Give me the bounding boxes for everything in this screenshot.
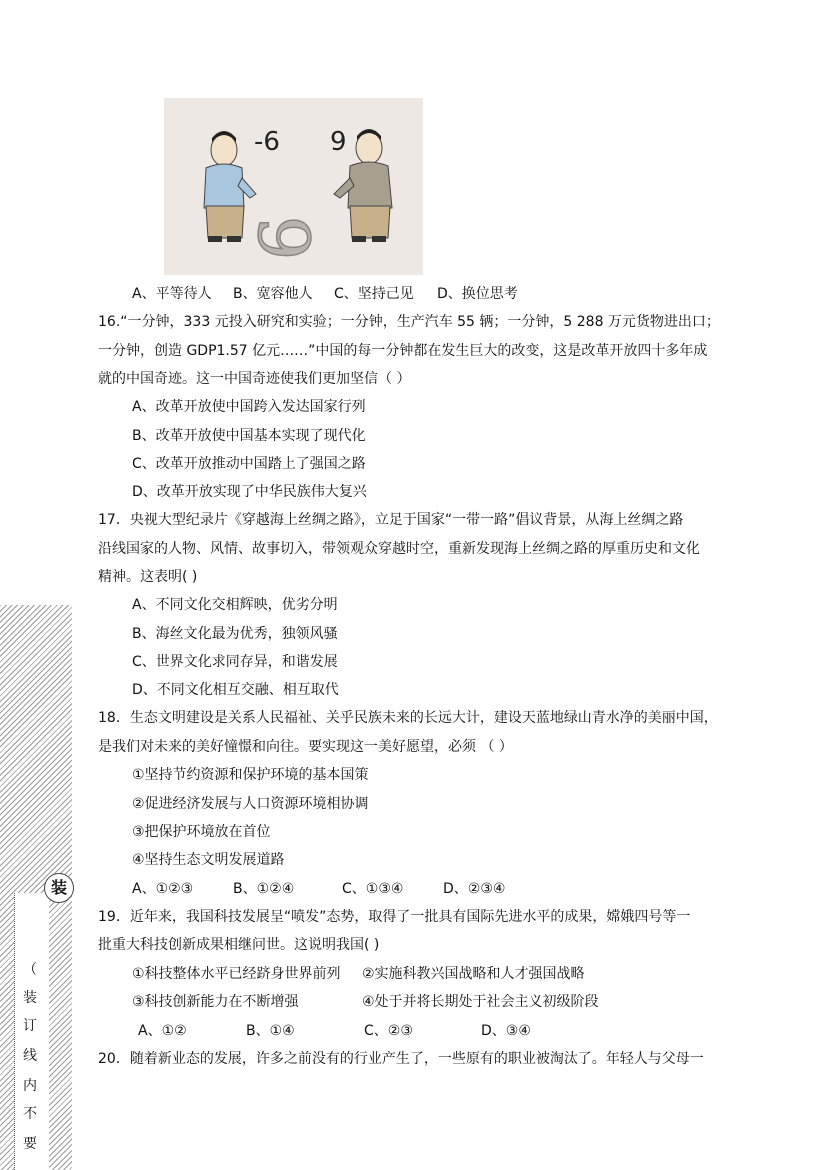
q15-option-a: A、平等待人 — [132, 286, 212, 302]
q19-item-2: ②实施科教兴国战略和人才强国战略 — [362, 966, 585, 982]
q19-choice-b: B、①④ — [246, 1023, 295, 1039]
q19-item-1: ①科技整体水平已经跻身世界前列 — [132, 966, 341, 982]
margin-char-4: 线 — [23, 1048, 37, 1064]
q18-item-1: ①坚持节约资源和保护环境的基本国策 — [132, 767, 369, 783]
left-man-label: -6 — [254, 127, 280, 157]
q17-stem-line-2: 沿线国家的人物、风情、故事切入，带领观众穿越时空，重新发现海上丝绸之路的厚重历史和文化 — [98, 541, 700, 557]
q18-choice-d: D、②③④ — [443, 881, 506, 897]
q17-stem-line-3: 精神。这表明( ) — [98, 569, 198, 585]
q15-option-d: D、换位思考 — [437, 286, 518, 302]
q18-item-3: ③把保护环境放在首位 — [132, 824, 271, 840]
right-man-label: 9 — [330, 127, 347, 157]
illustration-6-or-9 — [164, 98, 423, 275]
q19-choice-a: A、①② — [138, 1023, 187, 1039]
q18-stem-line-1: 18．生态文明建设是关系人民福祉、关乎民族未来的长远大计，建设天蓝地绿山青水净的美丽中国， — [98, 710, 718, 726]
margin-char-7: 要 — [23, 1136, 37, 1152]
margin-char-5: 内 — [23, 1078, 37, 1094]
q19-stem-line-2: 批重大科技创新成果相继问世。这说明我国( ) — [98, 937, 380, 953]
q16-stem-line-1: 16.“一分钟，333 元投入研究和实验；一分钟，生产汽车 55 辆；一分钟，5 288 万元货物进出口； — [98, 314, 720, 330]
q18-choice-c: C、①③④ — [342, 881, 404, 897]
q16-stem-line-2: 一分钟，创造 GDP1.57 亿元……”中国的每一分钟都在发生巨大的改变，这是改革开放四十多年成 — [98, 343, 708, 359]
margin-char-2: 装 — [23, 990, 37, 1006]
q18-item-2: ②促进经济发展与人口资源环境相协调 — [132, 796, 369, 812]
q16-stem-line-3: 就的中国奇迹。这一中国奇迹使我们更加坚信（ ） — [98, 371, 411, 387]
q19-choice-d: D、③④ — [481, 1023, 531, 1039]
q19-item-4: ④处于并将长期处于社会主义初级阶段 — [362, 994, 599, 1010]
q18-item-4: ④坚持生态文明发展道路 — [132, 852, 285, 868]
q17-option-c: C、世界文化求同存异，和谐发展 — [132, 654, 338, 670]
margin-char-3: 订 — [23, 1018, 37, 1034]
q15-option-b: B、宽容他人 — [233, 286, 313, 302]
q16-option-d: D、改革开放实现了中华民族伟大复兴 — [132, 484, 367, 500]
q19-choice-c: C、②③ — [364, 1023, 413, 1039]
q16-option-a: A、改革开放使中国跨入发达国家行列 — [132, 399, 366, 415]
q17-stem-line-1: 17．央视大型纪录片《穿越海上丝绸之路》，立足于国家“一带一路”倡议背景，从海上丝绸之路 — [98, 512, 684, 528]
q18-stem-line-2: 是我们对未来的美好憧憬和向往。要实现这一美好愿望，必须 （ ） — [98, 739, 513, 755]
two-men-number-cartoon — [164, 98, 423, 275]
q17-option-a: A、不同文化交相辉映，优劣分明 — [132, 597, 338, 613]
binding-circle-label: 装 — [44, 873, 74, 903]
q19-item-3: ③科技创新能力在不断增强 — [132, 994, 299, 1010]
q16-option-c: C、改革开放推动中国踏上了强国之路 — [132, 456, 366, 472]
q17-option-d: D、不同文化相互交融、相互取代 — [132, 682, 339, 698]
q15-option-c: C、坚持己见 — [334, 286, 414, 302]
margin-char-1: （ — [23, 962, 37, 978]
floor-numeral: 6 — [245, 215, 327, 261]
q17-option-b: B、海丝文化最为优秀，独领风骚 — [132, 626, 338, 642]
q18-choice-a: A、①②③ — [132, 881, 194, 897]
margin-char-6: 不 — [23, 1106, 37, 1122]
q16-option-b: B、改革开放使中国基本实现了现代化 — [132, 428, 366, 444]
q20-stem-line-1: 20．随着新业态的发展，许多之前没有的行业产生了，一些原有的职业被淘汰了。年轻人与父母一 — [98, 1051, 704, 1067]
q18-choice-b: B、①②④ — [233, 881, 295, 897]
q19-stem-line-1: 19．近年来，我国科技发展呈“喷发”态势，取得了一批具有国际先进水平的成果，嫦娥四号等一 — [98, 909, 691, 925]
